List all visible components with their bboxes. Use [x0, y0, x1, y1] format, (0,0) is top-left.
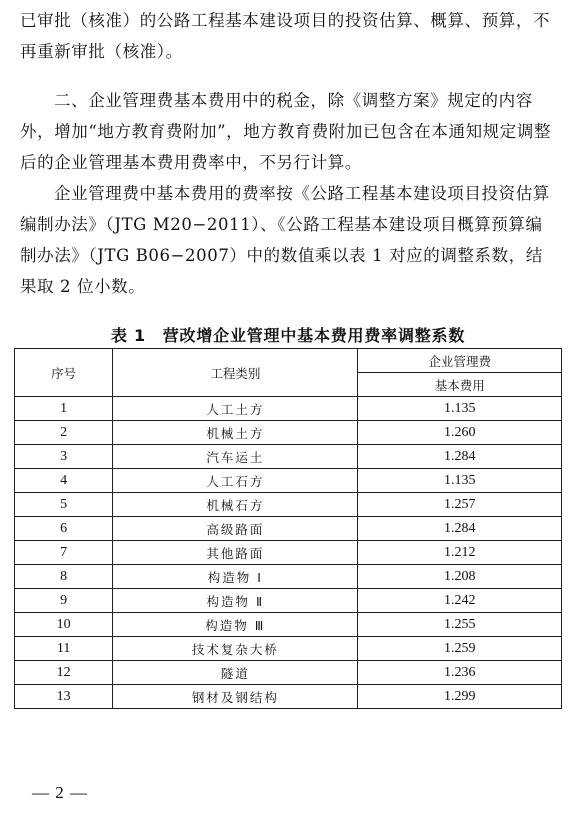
- cell-value: 1.212: [358, 541, 562, 565]
- cell-category: 构造物 Ⅲ: [113, 613, 358, 637]
- table-row: [15, 613, 562, 637]
- cell-value: 1.299: [358, 685, 562, 709]
- cell-seq: 12: [15, 661, 113, 685]
- table-row: [15, 661, 562, 685]
- table-row: [15, 589, 562, 613]
- cell-seq: 9: [15, 589, 113, 613]
- header-basic-cost: 基本费用: [358, 373, 562, 397]
- cell-seq: 4: [15, 469, 113, 493]
- cell-seq: 11: [15, 637, 113, 661]
- table-caption: 表 1 营改增企业管理中基本费用费率调整系数: [110, 326, 466, 345]
- cell-value: 1.236: [358, 661, 562, 685]
- table-row: [15, 445, 562, 469]
- cell-category: 其他路面: [113, 541, 358, 565]
- cell-category: 机械石方: [113, 493, 358, 517]
- cell-value: 1.257: [358, 493, 562, 517]
- cell-seq: 8: [15, 565, 113, 589]
- cell-value: 1.135: [358, 469, 562, 493]
- cell-seq: 7: [15, 541, 113, 565]
- cell-value: 1.135: [358, 397, 562, 421]
- cell-category: 构造物 Ⅰ: [113, 565, 358, 589]
- table-row: [15, 517, 562, 541]
- header-management-fee: 企业管理费: [358, 349, 562, 373]
- cell-category: 构造物 Ⅱ: [113, 589, 358, 613]
- table-row: [15, 565, 562, 589]
- table-row: [15, 421, 562, 445]
- adjustment-coefficient-table: [14, 348, 562, 709]
- cell-category: 高级路面: [113, 517, 358, 541]
- table-row: [15, 685, 562, 709]
- table-row: [15, 637, 562, 661]
- cell-seq: 13: [15, 685, 113, 709]
- cell-seq: 3: [15, 445, 113, 469]
- table-header-row: [15, 349, 562, 373]
- cell-category: 汽车运土: [113, 445, 358, 469]
- table-body: [15, 397, 562, 709]
- cell-value: 1.259: [358, 637, 562, 661]
- table-row: [15, 493, 562, 517]
- table-row: [15, 469, 562, 493]
- cell-value: 1.284: [358, 517, 562, 541]
- table-row: [15, 541, 562, 565]
- cell-seq: 10: [15, 613, 113, 637]
- page-number: — 2 —: [32, 783, 88, 802]
- cell-value: 1.242: [358, 589, 562, 613]
- header-category: 工程类别: [113, 349, 358, 397]
- cell-category: 机械土方: [113, 421, 358, 445]
- cell-seq: 5: [15, 493, 113, 517]
- cell-value: 1.255: [358, 613, 562, 637]
- paragraph-continuation: 已审批（核准）的公路工程基本建设项目的投资估算、概算、预算，不再重新审批（核准）。: [20, 11, 551, 61]
- cell-seq: 1: [15, 397, 113, 421]
- cell-category: 隧道: [113, 661, 358, 685]
- paragraph-rate-method: 企业管理费中基本费用的费率按《公路工程基本建设项目投资估算编制办法》（JTG M20−2011）、《公路工程基本建设项目概算预算编制办法》（JTG B06−2007）中的数值乘以表 1 对应的调整系数，结果取 2 位小数。: [20, 184, 550, 296]
- table-row: [15, 397, 562, 421]
- cell-value: 1.208: [358, 565, 562, 589]
- cell-value: 1.260: [358, 421, 562, 445]
- cell-category: 技术复杂大桥: [113, 637, 358, 661]
- header-seq: 序号: [15, 349, 113, 397]
- cell-category: 人工土方: [113, 397, 358, 421]
- cell-value: 1.284: [358, 445, 562, 469]
- cell-category: 钢材及钢结构: [113, 685, 358, 709]
- cell-seq: 6: [15, 517, 113, 541]
- cell-seq: 2: [15, 421, 113, 445]
- cell-category: 人工石方: [113, 469, 358, 493]
- paragraph-tax-note: 二、企业管理费基本费用中的税金，除《调整方案》规定的内容外，增加“地方教育费附加”，地方教育费附加已包含在本通知规定调整后的企业管理基本费用费率中，不另行计算。: [20, 91, 552, 172]
